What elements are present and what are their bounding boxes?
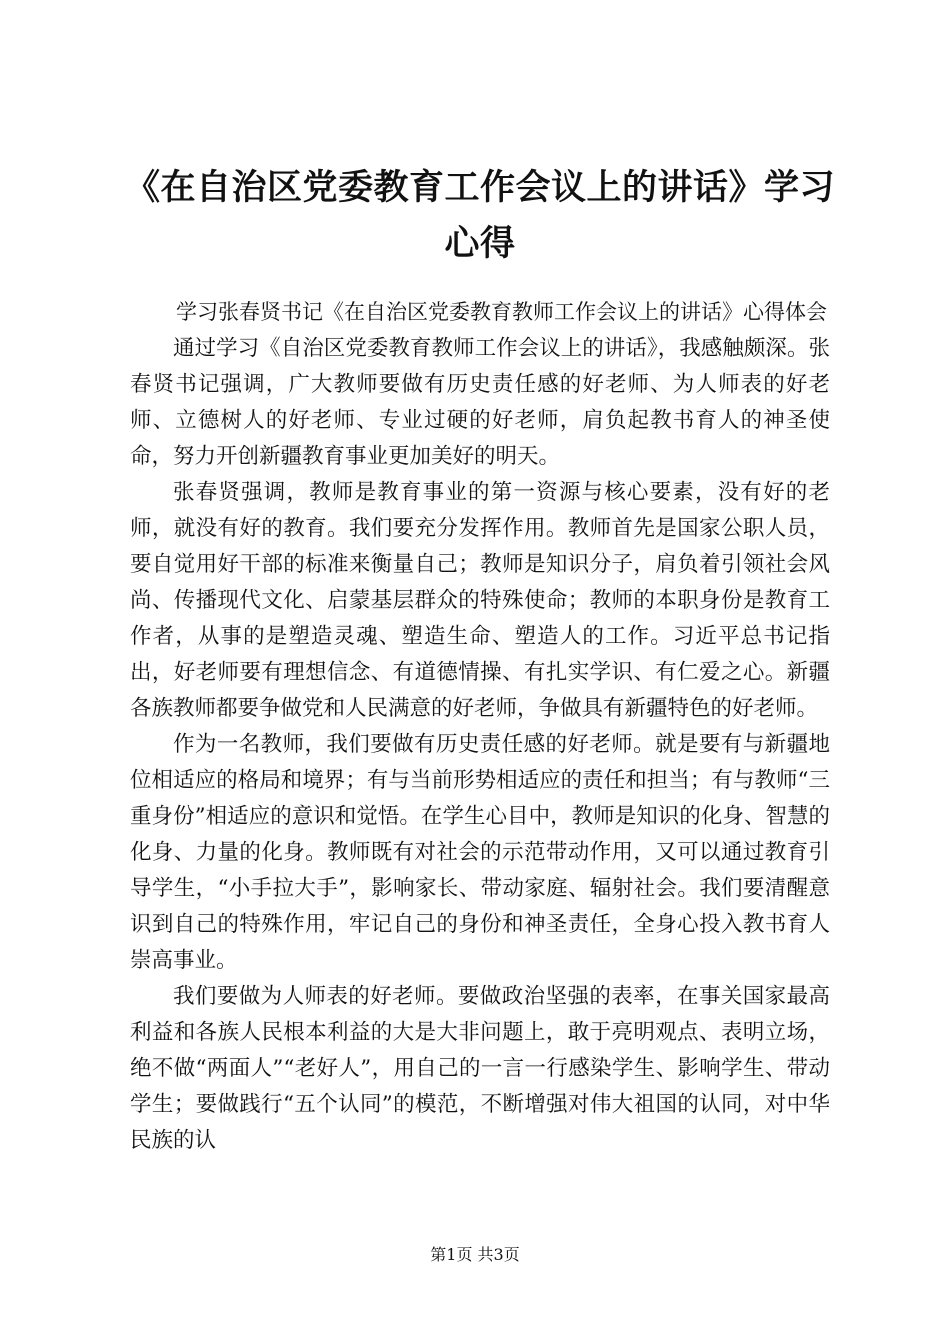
paragraph-4: 我们要做为人师表的好老师。要做政治坚强的表率，在事关国家最高利益和各族人民根本利益的大是大非问题上，敢于亮明观点、表明立场，绝不做“两面人”“老好人”，用自己的一言一行感染学生、影响学生、带动学生；要做践行“五个认同”的模范，不断增强对伟大祖国的认同，对中华民族的认: [130, 984, 830, 1153]
document-title: 《在自治区党委教育工作会议上的讲话》学习心得: [124, 168, 835, 264]
paragraph-2: 张春贤强调，教师是教育事业的第一资源与核心要素，没有好的老师，就没有好的教育。我们要充分发挥作用。教师首先是国家公职人员，要自觉用好干部的标准来衡量自己；教师是知识分子，肩负着引领社会风尚、传播现代文化、启蒙基层群众的特殊使命；教师的本职身份是教育工作者，从事的是塑造灵魂、塑造生命、塑造人的工作。习近平总书记指出，好老师要有理想信念、有道德情操、有扎实学识、有仁爱之心。新疆各族教师都要争做党和人民满意的好老师，争做具有新疆特色的好老师。: [130, 480, 830, 721]
page-footer: 第1页 共3页: [430, 1245, 520, 1264]
document-subtitle: 学习张春贤书记《在自治区党委教育教师工作会议上的讲话》心得体会: [176, 300, 827, 324]
document-body: [130, 298, 830, 1159]
paragraph-1: 通过学习《自治区党委教育教师工作会议上的讲话》，我感触颇深。张春贤书记强调，广大教师要做有历史责任感的好老师、为人师表的好老师、立德树人的好老师、专业过硬的好老师，肩负起教书育人的神圣使命，努力开创新疆教育事业更加美好的明天。: [130, 336, 830, 469]
paragraph-3: 作为一名教师，我们要做有历史责任感的好老师。就是要有与新疆地位相适应的格局和境界；有与当前形势相适应的责任和担当；有与教师“三重身份”相适应的意识和觉悟。在学生心目中，教师是知识的化身、智慧的化身、力量的化身。教师既有对社会的示范带动作用，又可以通过教育引导学生，“小手拉大手”，影响家长、带动家庭、辐射社会。我们要清醒意识到自己的特殊作用，牢记自己的身份和神圣责任，全身心投入教书育人崇高事业。: [130, 732, 830, 973]
